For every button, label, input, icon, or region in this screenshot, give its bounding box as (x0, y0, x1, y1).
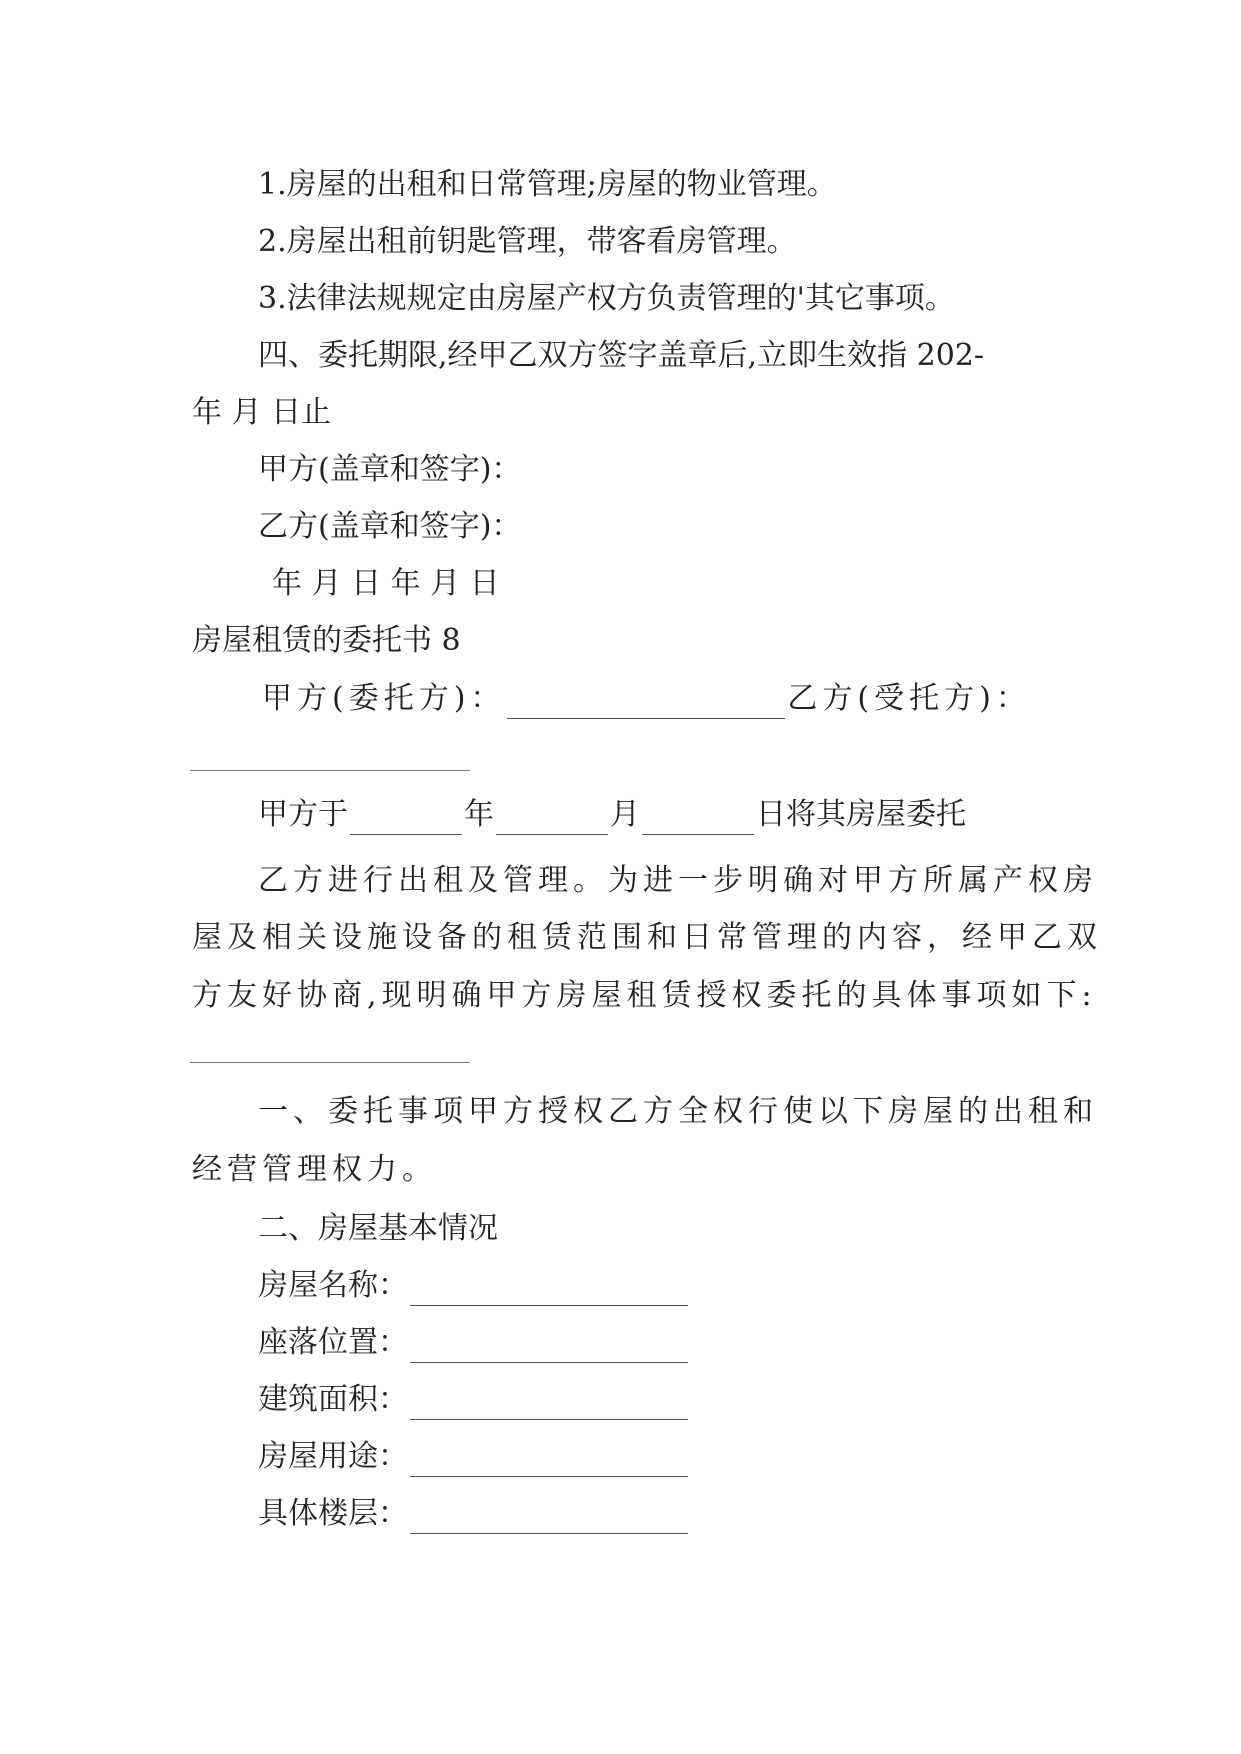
party-b-label: 乙方(受托方)： (787, 681, 1031, 716)
document-title: 房屋租赁的委托书 8 (192, 623, 461, 658)
location-label: 座落位置： (258, 1325, 408, 1360)
party-b-signature-line: 乙方(盖章和签字)： (258, 509, 522, 544)
clause-item-2: 2.房屋出租前钥匙管理，带客看房管理。 (258, 224, 797, 259)
party-a-blank[interactable] (507, 690, 785, 719)
party-a-label: 甲方(委托方)： (262, 681, 506, 716)
entrust-suffix: 日将其房屋委托 (756, 797, 966, 832)
paragraph-line-1: 乙方进行出租及管理。为进一步明确对甲方所属产权房 (258, 863, 1098, 898)
usage-row (258, 1437, 690, 1477)
entrust-year-label: 年 (464, 797, 494, 832)
entrust-date-line (258, 795, 966, 835)
house-name-row (258, 1266, 690, 1306)
parties-line (262, 679, 1031, 719)
entrust-day-blank[interactable] (642, 806, 754, 835)
location-field[interactable] (410, 1334, 688, 1363)
party-a-signature-line: 甲方(盖章和签字)： (258, 452, 522, 487)
paragraph-line-3: 方友好协商,现明确甲方房屋租赁授权委托的具体事项如下: (192, 978, 1097, 1013)
section-1-line-2: 经营管理权力。 (192, 1152, 437, 1187)
paragraph-blank[interactable] (190, 1062, 470, 1063)
section-1-line-1: 一、委托事项甲方授权乙方全权行使以下房屋的出租和 (258, 1094, 1098, 1129)
area-label: 建筑面积： (258, 1382, 408, 1417)
entrust-month-label: 月 (610, 797, 640, 832)
party-b-blank[interactable] (190, 770, 470, 771)
floor-row (258, 1494, 690, 1534)
entrust-year-blank[interactable] (350, 806, 462, 835)
term-clause-line-2: 年 月 日止 (192, 395, 332, 430)
entrust-month-blank[interactable] (496, 806, 608, 835)
usage-field[interactable] (410, 1448, 688, 1477)
floor-field[interactable] (410, 1505, 688, 1534)
term-clause-line-1: 四、委托期限,经甲乙双方签字盖章后,立即生效指 202- (258, 338, 985, 373)
signature-date-line: 年 月 日 年 月 日 (272, 566, 500, 601)
clause-item-3: 3.法律法规规定由房屋产权方负责管理的'其它事项。 (258, 281, 955, 316)
floor-label: 具体楼层： (258, 1496, 408, 1531)
entrust-prefix: 甲方于 (258, 797, 348, 832)
paragraph-line-2: 屋及相关设施设备的租赁范围和日常管理的内容，经甲乙双 (192, 920, 1102, 955)
usage-label: 房屋用途： (258, 1439, 408, 1474)
section-2-title: 二、房屋基本情况 (258, 1211, 498, 1246)
house-name-field[interactable] (410, 1277, 688, 1306)
house-name-label: 房屋名称： (258, 1268, 408, 1303)
area-field[interactable] (410, 1391, 688, 1420)
location-row (258, 1323, 690, 1363)
area-row (258, 1380, 690, 1420)
clause-item-1: 1.房屋的出租和日常管理;房屋的物业管理。 (258, 167, 837, 202)
